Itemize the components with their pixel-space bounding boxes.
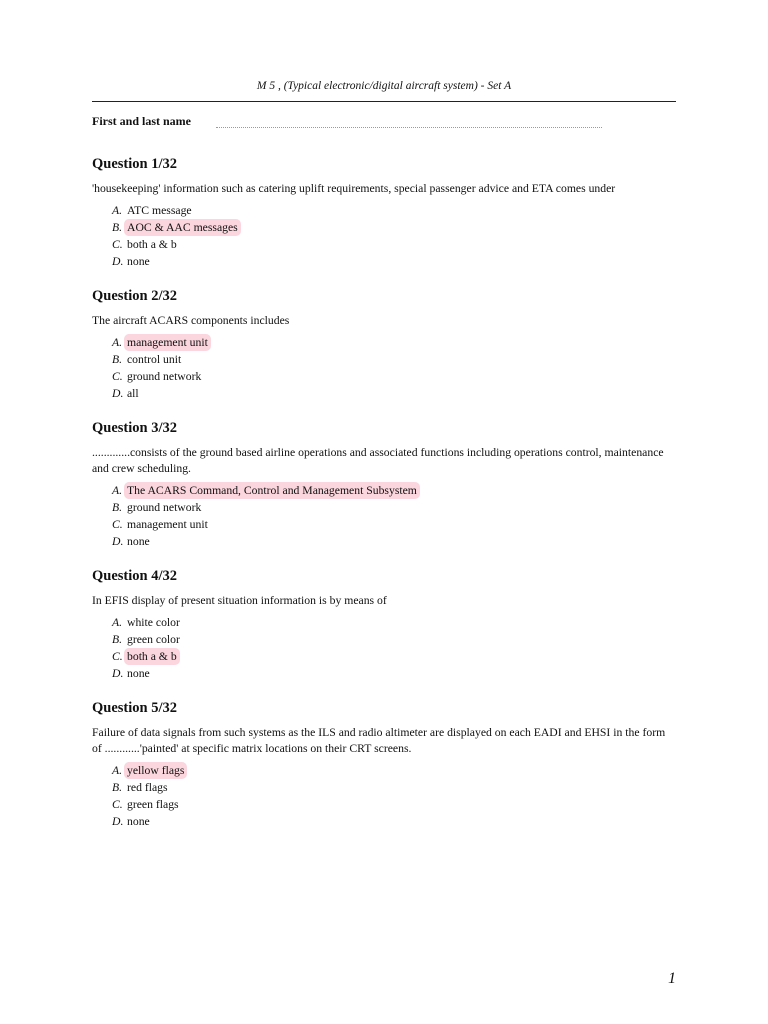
option-text: management unit [124,334,211,351]
answer-option-d[interactable] [92,385,676,402]
question-text: .............consists of the ground based airline operations and associated functions including operations control, maintenance and crew scheduling. [92,446,664,475]
answer-option-c[interactable] [92,648,676,665]
question-title: Question 5/32 [92,700,177,716]
header-divider [92,101,676,102]
answer-option-d[interactable] [92,253,676,270]
option-text: both a & b [127,238,177,251]
option-letter: B. [112,781,123,794]
option-letter: A. [112,484,123,497]
answer-options [92,762,676,830]
option-letter: B. [112,501,123,514]
answer-option-a[interactable] [92,334,676,351]
option-text: The ACARS Command, Control and Management Subsystem [124,482,420,499]
option-letter: D. [112,387,124,400]
question-title: Question 1/32 [92,156,177,172]
question-3 [92,418,676,550]
option-text: all [127,387,139,400]
option-text: white color [127,616,180,629]
answer-options [92,202,676,270]
question-text: In EFIS display of present situation information is by means of [92,594,387,607]
page-number: 1 [668,970,676,987]
question-1 [92,154,676,270]
option-text: none [127,667,150,680]
option-text: green color [127,633,180,646]
option-letter: A. [112,204,123,217]
option-letter: B. [112,633,123,646]
option-text: none [127,255,150,268]
question-title: Question 3/32 [92,420,177,436]
answer-option-c[interactable] [92,516,676,533]
option-letter: A. [112,764,123,777]
option-text: control unit [127,353,182,366]
option-text: management unit [127,518,208,531]
option-letter: D. [112,815,124,828]
option-letter: C. [112,650,123,663]
answer-option-b[interactable] [92,351,676,368]
answer-option-a[interactable] [92,202,676,219]
option-letter: D. [112,255,124,268]
answer-option-d[interactable] [92,665,676,682]
question-title: Question 4/32 [92,568,177,584]
question-list [92,154,676,846]
option-text: none [127,535,150,548]
answer-option-c[interactable] [92,796,676,813]
option-text: yellow flags [124,762,187,779]
option-letter: A. [112,336,123,349]
question-5 [92,698,676,830]
option-letter: B. [112,221,123,234]
answer-options [92,614,676,682]
option-letter: C. [112,798,123,811]
answer-option-b[interactable] [92,779,676,796]
question-title: Question 2/32 [92,288,177,304]
answer-option-a[interactable] [92,614,676,631]
option-text: green flags [127,798,179,811]
answer-option-b[interactable] [92,219,676,236]
answer-option-c[interactable] [92,236,676,253]
option-text: ground network [127,370,202,383]
answer-options [92,334,676,402]
answer-option-d[interactable] [92,533,676,550]
name-field-label: First and last name [92,114,191,128]
option-letter: A. [112,616,123,629]
option-letter: C. [112,518,123,531]
option-letter: D. [112,667,124,680]
answer-option-c[interactable] [92,368,676,385]
question-4 [92,566,676,682]
option-letter: C. [112,370,123,383]
answer-option-a[interactable] [92,482,676,499]
option-letter: B. [112,353,123,366]
answer-option-d[interactable] [92,813,676,830]
option-text: red flags [127,781,168,794]
option-text: AOC & AAC messages [124,219,241,236]
answer-option-b[interactable] [92,631,676,648]
answer-options [92,482,676,550]
name-field-row [92,114,612,132]
answer-option-b[interactable] [92,499,676,516]
answer-option-a[interactable] [92,762,676,779]
option-text: none [127,815,150,828]
question-2 [92,286,676,402]
question-text: Failure of data signals from such systems as the ILS and radio altimeter are displayed on each EADI and EHSI in the form of ............'painted' at specific matrix locations on their CRT screens. [92,726,666,755]
name-field-line[interactable] [216,127,602,128]
page-header: M 5 , (Typical electronic/digital aircraft system) - Set A [256,80,512,92]
option-letter: D. [112,535,124,548]
question-text: 'housekeeping' information such as catering uplift requirements, special passenger advice and ETA comes under [92,182,616,195]
option-letter: C. [112,238,123,251]
option-text: ground network [127,501,202,514]
option-text: both a & b [124,648,180,665]
option-text: ATC message [127,204,192,217]
question-text: The aircraft ACARS components includes [92,314,290,327]
